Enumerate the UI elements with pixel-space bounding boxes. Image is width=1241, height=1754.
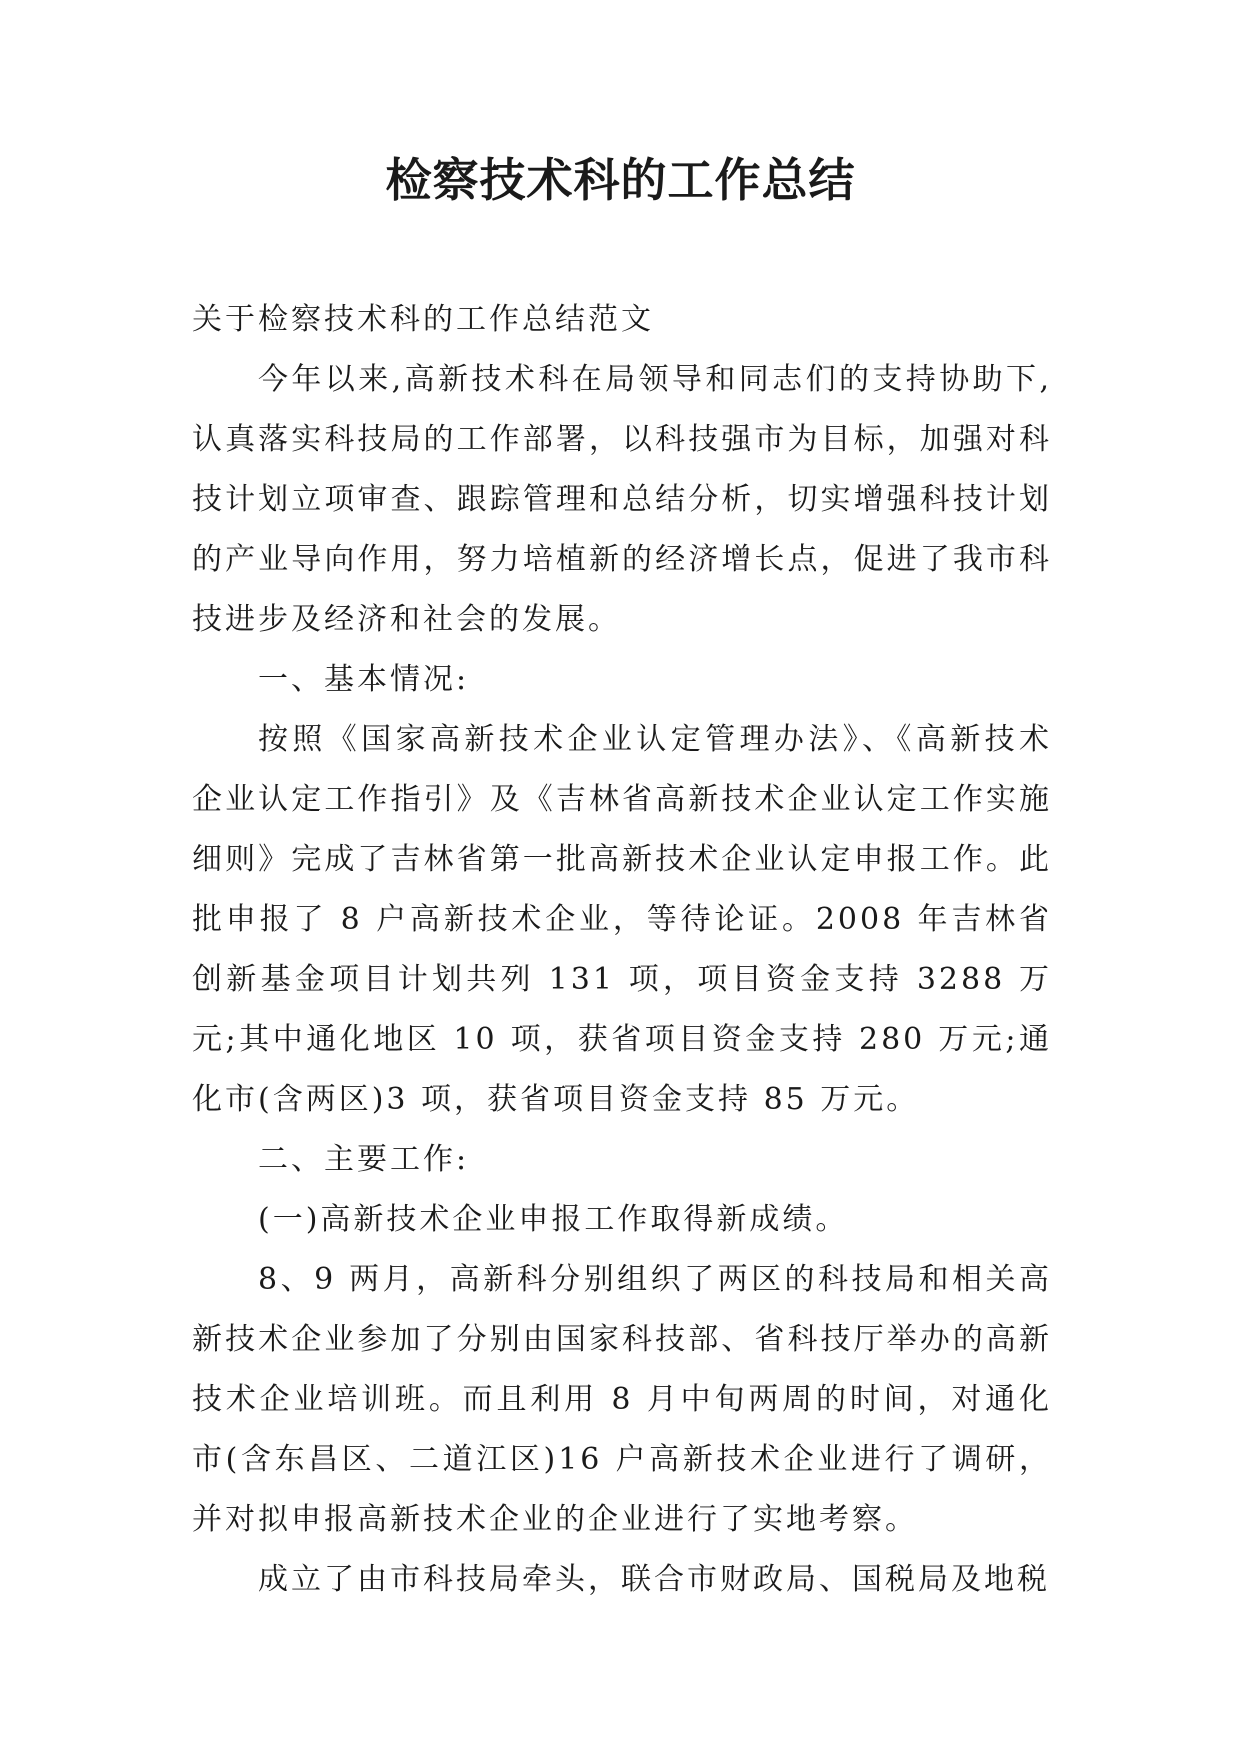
subsection-heading-1: (一)高新技术企业申报工作取得新成绩。 bbox=[258, 1202, 849, 1237]
section-heading-main-work: 二、主要工作: bbox=[258, 1142, 470, 1177]
subtitle-paragraph: 关于检察技术科的工作总结范文 bbox=[192, 302, 654, 337]
document-title: 检察技术科的工作总结 bbox=[385, 153, 856, 207]
document-body bbox=[192, 290, 1052, 1610]
section-heading-basic-situation: 一、基本情况: bbox=[258, 662, 470, 697]
basic-situation-paragraph: 按照《国家高新技术企业认定管理办法》、《高新技术企业认定工作指引》及《吉林省高新技术企业认定工作实施细则》完成了吉林省第一批高新技术企业认定申报工作。此批申报了 8 户高新技术企业，等待论证。2008 年吉林省创新基金项目计划共列 131 项，项目资金支持 3288 万元;其中通化地区 10 项，获省项目资金支持 280 万元;通化市(含两区)3 项，获省项目资金支持 85 万元。 bbox=[192, 722, 1052, 1117]
committee-paragraph: 成立了由市科技局牵头，联合市财政局、国税局及地税 bbox=[258, 1562, 1050, 1597]
training-paragraph: 8、9 两月，高新科分别组织了两区的科技局和相关高新技术企业参加了分别由国家科技部、省科技厅举办的高新技术企业培训班。而且利用 8 月中旬两周的时间，对通化市(含东昌区、二道江区)16 户高新技术企业进行了调研，并对拟申报高新技术企业的企业进行了实地考察。 bbox=[192, 1262, 1052, 1537]
intro-paragraph: 今年以来,高新技术科在局领导和同志们的支持协助下,认真落实科技局的工作部署，以科技强市为目标，加强对科技计划立项审查、跟踪管理和总结分析，切实增强科技计划的产业导向作用，努力培植新的经济增长点，促进了我市科技进步及经济和社会的发展。 bbox=[192, 362, 1052, 637]
